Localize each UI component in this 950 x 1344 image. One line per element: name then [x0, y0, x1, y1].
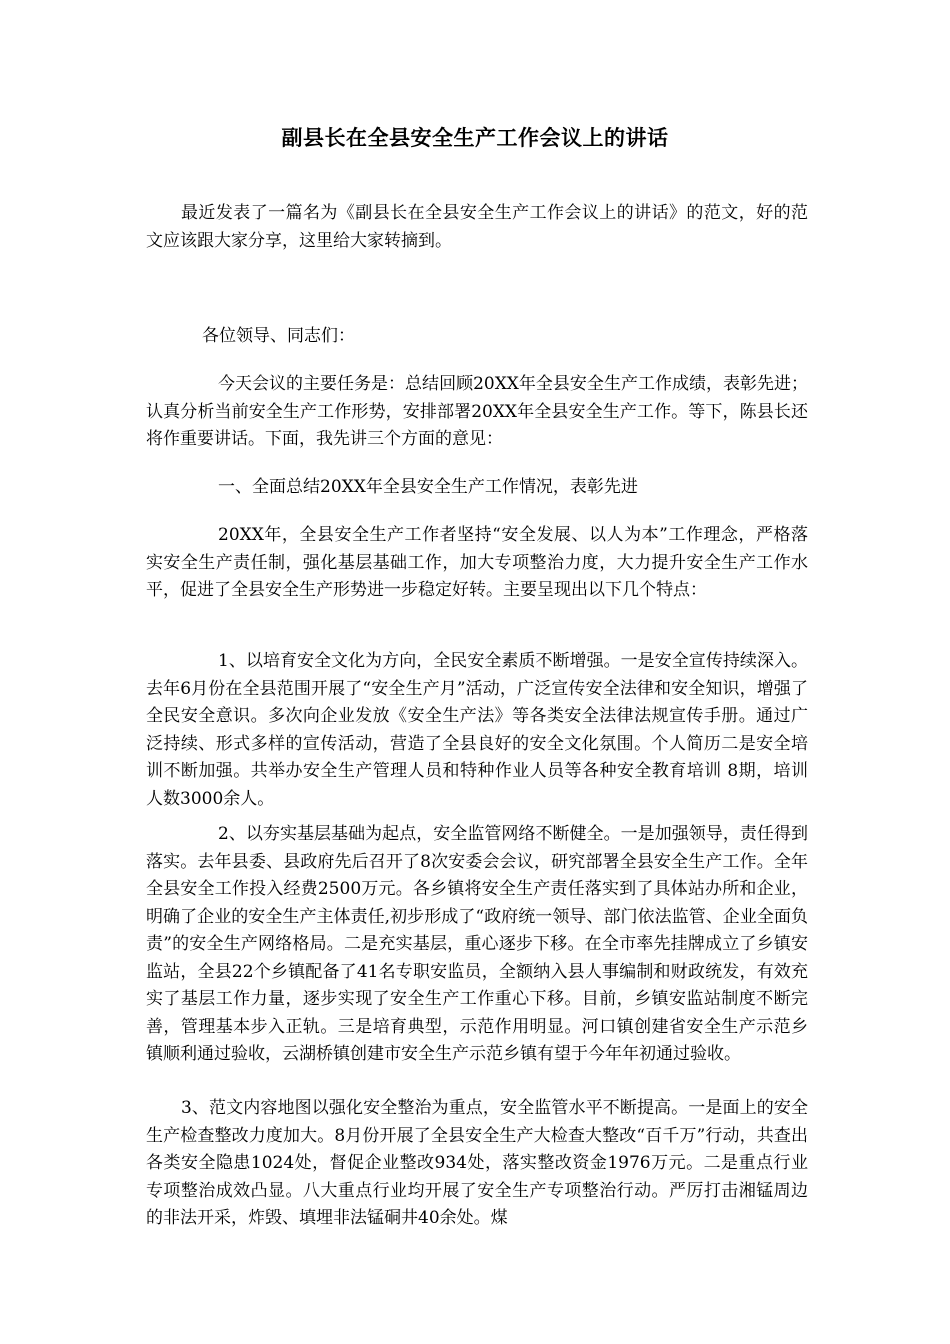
point-1-paragraph: 1、以培育安全文化为方向，全民安全素质不断增强。一是安全宣传持续深入。去年6月份在全县范围开展了“安全生产月”活动，广泛宣传安全法律和安全知识，增强了全民安全意识。多次向企业发放《安全生产法》等各类安全法律法规宣传手册。通过广泛持续、形式多样的宣传活动，营造了全县良好的安全文化氛围。个人简历二是安全培训不断加强。共举办安全生产管理人员和特种作业人员等各种安全教育培训 8期，培训人数3000余人。 [146, 651, 808, 809]
summary-paragraph: 20XX年，全县安全生产工作者坚持“安全发展、以人为本”工作理念，严格落实安全生产责任制，强化基层基础工作，加大专项整治力度，大力提升安全生产工作水平，促进了全县安全生产形势进一步稳定好转。主要呈现出以下几个特点： [146, 525, 808, 600]
point-2-paragraph: 2、以夯实基层基础为起点，安全监管网络不断健全。一是加强领导，责任得到落实。去年县委、县政府先后召开了8次安委会会议，研究部署全县安全生产工作。全年全县安全工作投入经费2500万元。各乡镇将安全生产责任落实到了具体站办所和企业，明确了企业的安全生产主体责任,初步形成了“政府统一领导、部门依法监管、企业全面负责”的安全生产网络格局。二是充实基层，重心逐步下移。在全市率先挂牌成立了乡镇安监站，全县22个乡镇配备了41名专职安监员，全额纳入县人事编制和财政统发，有效充实了基层工作力量，逐步实现了安全生产工作重心下移。目前，乡镇安监站制度不断完善，管理基本步入正轨。三是培育典型，示范作用明显。河口镇创建省安全生产示范乡镇顺利通过验收，云湖桥镇创建市安全生产示范乡镇有望于今年年初通过验收。 [146, 824, 808, 1064]
intro-paragraph: 最近发表了一篇名为《副县长在全县安全生产工作会议上的讲话》的范文，好的范文应该跟大家分享，这里给大家转摘到。 [146, 203, 808, 251]
document-title: 副县长在全县安全生产工作会议上的讲话 [281, 125, 669, 150]
greeting-paragraph: 各位领导、同志们： [202, 326, 355, 346]
point-3-paragraph: 3、范文内容地图以强化安全整治为重点，安全监管水平不断提高。一是面上的安全生产检查整改力度加大。8月份开展了全县安全生产大检查大整改“百千万”行动，共查出各类安全隐患1024处，督促企业整改934处，落实整改资金1976万元。二是重点行业专项整治成效凸显。八大重点行业均开展了安全生产专项整治行动。严厉打击湘锰周边的非法开采，炸毁、填埋非法锰硐井40余处。煤 [146, 1098, 808, 1228]
meeting-task-paragraph: 今天会议的主要任务是：总结回顾20XX年全县安全生产工作成绩，表彰先进；认真分析当前安全生产工作形势，安排部署20XX年全县安全生产工作。等下，陈县长还将作重要讲话。下面，我先讲三个方面的意见： [146, 374, 808, 449]
section-heading-1: 一、全面总结20XX年全县安全生产工作情况，表彰先进 [218, 477, 638, 497]
